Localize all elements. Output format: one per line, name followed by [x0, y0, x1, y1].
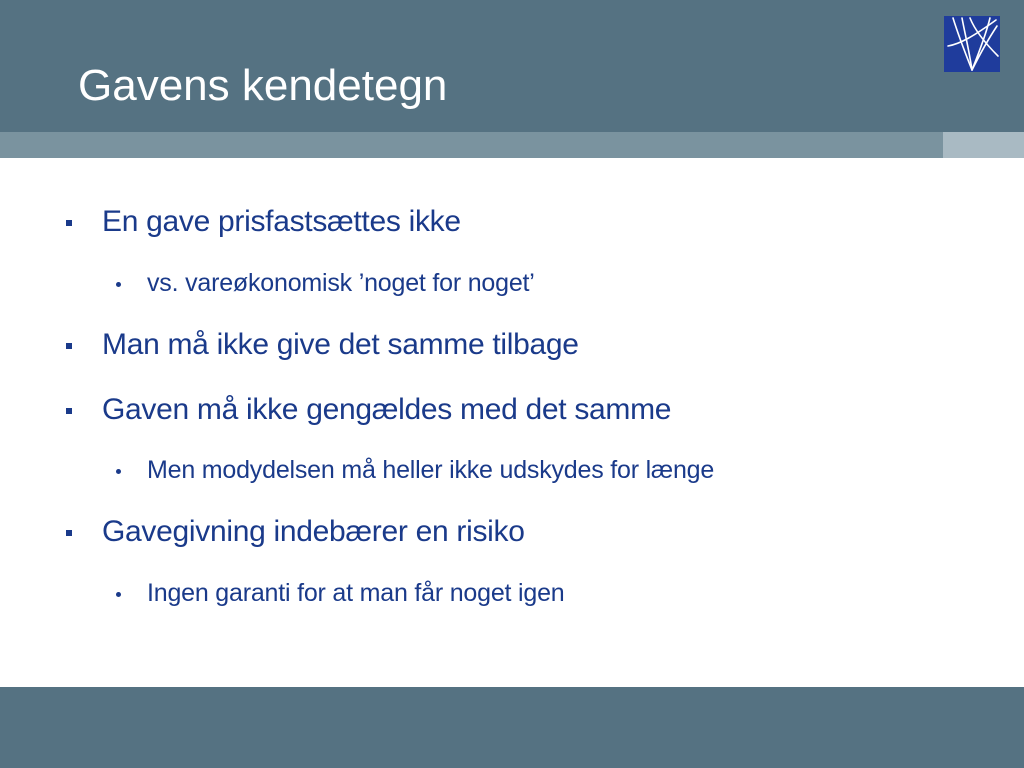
bullet-item: Man må ikke give det samme tilbage	[102, 328, 579, 361]
bullet-item: Gavegivning indebærer en risiko	[102, 515, 525, 548]
square-bullet-icon	[66, 220, 72, 226]
sub-bullet-item: vs. vareøkonomisk ’noget for noget’	[147, 269, 535, 297]
sub-bullet-item: Men modydelsen må heller ikke udskydes for længe	[147, 456, 715, 484]
bullet-item: En gave prisfastsættes ikke	[102, 205, 461, 238]
square-bullet-icon	[66, 343, 72, 349]
dot-bullet-icon	[116, 469, 121, 474]
sub-bullet-item: Ingen garanti for at man får noget igen	[147, 579, 565, 607]
bullet-item: Gaven må ikke gengældes med det samme	[102, 393, 672, 426]
square-bullet-icon	[66, 408, 72, 414]
slide-title: Gavens kendetegn	[78, 61, 448, 110]
footer-bar	[0, 687, 1024, 768]
square-bullet-icon	[66, 530, 72, 536]
dot-bullet-icon	[116, 282, 121, 287]
dot-bullet-icon	[116, 592, 121, 597]
